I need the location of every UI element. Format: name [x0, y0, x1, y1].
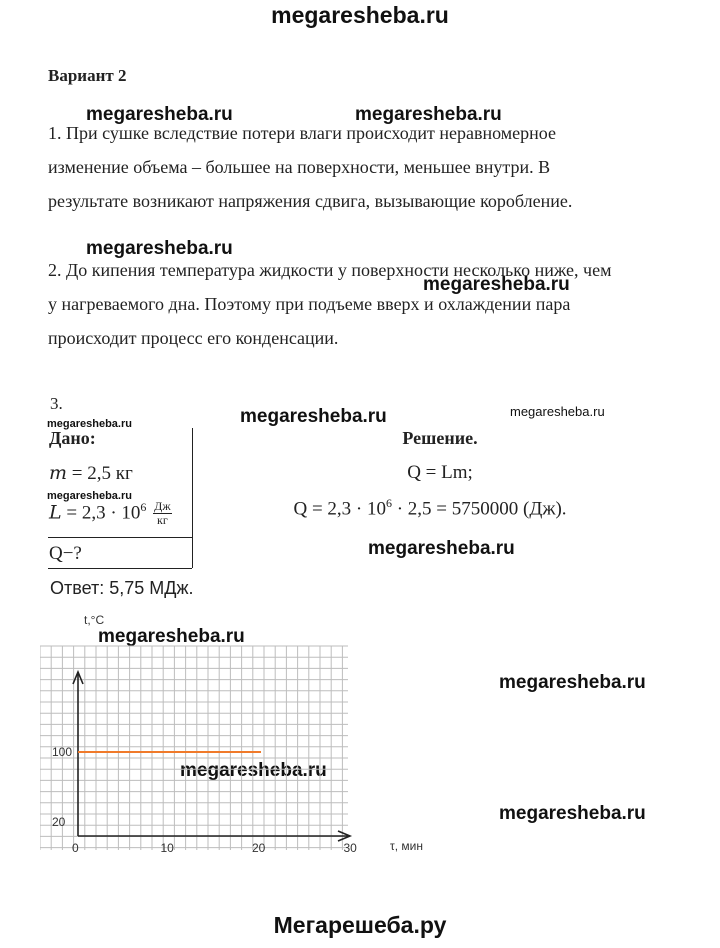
answer-item-2 [48, 253, 678, 355]
text-line: результате возникают напряжения сдвига, вызывающие коробление. [48, 191, 573, 211]
heat-unit-denominator: кг [157, 513, 168, 528]
watermark: megaresheba.ru [98, 626, 245, 647]
calc-exponent: 6 [385, 496, 392, 510]
heat-unit-numerator: Дж [154, 499, 171, 514]
mass-symbol: m [49, 462, 68, 484]
answer-item-1 [48, 116, 678, 218]
given-divider [48, 537, 193, 538]
calc-prefix: Q = 2,3 · 10 [293, 498, 386, 520]
chart-grid [40, 646, 348, 850]
x-tick-label: 20 [252, 841, 266, 855]
heat-symbol: L [49, 501, 62, 524]
watermark: megaresheba.ru [423, 274, 570, 295]
find-quantity: Q−? [49, 543, 82, 564]
solution-formula: Q = Lm; [407, 462, 473, 483]
given-vertical-divider [192, 428, 193, 568]
text-line: 1. При сушке вследствие потери влаги происходит неравномерное [48, 123, 557, 143]
text-line: происходит процесс его конденсации. [48, 328, 339, 348]
x-tick-label: 0 [72, 841, 79, 855]
text-line: изменение объема – большее на поверхности, меньшее внутри. В [48, 157, 551, 177]
final-answer: Ответ: 5,75 МДж. [50, 578, 194, 598]
text-line: 2. До кипения температура жидкости у поверхности несколько ниже, чем [48, 260, 612, 280]
mass-value: = 2,5 кг [67, 463, 133, 484]
find-divider [48, 568, 192, 569]
solution-calc [250, 496, 610, 520]
calc-suffix: · 2,5 = 5750000 (Дж). [391, 498, 567, 520]
variant-title: Вариант 2 [48, 66, 127, 85]
solution-label: Решение. [402, 428, 478, 448]
given-heat [49, 500, 172, 527]
given-mass [49, 462, 133, 485]
x-tick-label: 30 [343, 841, 357, 855]
watermark: megaresheba.ru [47, 490, 132, 502]
task-number: 3. [50, 394, 63, 413]
x-axis-label: τ, мин [390, 839, 423, 853]
heat-exponent: 6 [140, 500, 147, 514]
text-line: у нагреваемого дна. Поэтому при подъеме вверх и охлаждении пара [48, 294, 571, 314]
watermark-top: megaresheba.ru [271, 2, 449, 28]
y-axis-label: t,°C [84, 613, 105, 627]
watermark: megaresheba.ru [180, 760, 327, 781]
watermark: megaresheba.ru [86, 104, 233, 125]
chart-ticks [52, 745, 357, 855]
watermark: megaresheba.ru [240, 406, 387, 427]
watermark: megaresheba.ru [355, 104, 502, 125]
y-tick-label: 20 [52, 815, 66, 829]
watermark: megaresheba.ru [86, 238, 233, 259]
watermark: megaresheba.ru [47, 418, 132, 430]
watermark: megaresheba.ru [499, 672, 646, 693]
watermark: megaresheba.ru [510, 404, 605, 419]
x-tick-label: 10 [160, 841, 174, 855]
heat-unit [153, 500, 171, 527]
temperature-chart [40, 612, 460, 862]
watermark-bottom: Мегарешеба.ру [273, 912, 447, 938]
watermark: megaresheba.ru [368, 538, 515, 559]
heat-value: = 2,3 · 10 [61, 502, 141, 524]
given-label: Дано: [49, 428, 96, 448]
y-tick-label: 100 [52, 745, 73, 759]
watermark: megaresheba.ru [499, 803, 646, 824]
